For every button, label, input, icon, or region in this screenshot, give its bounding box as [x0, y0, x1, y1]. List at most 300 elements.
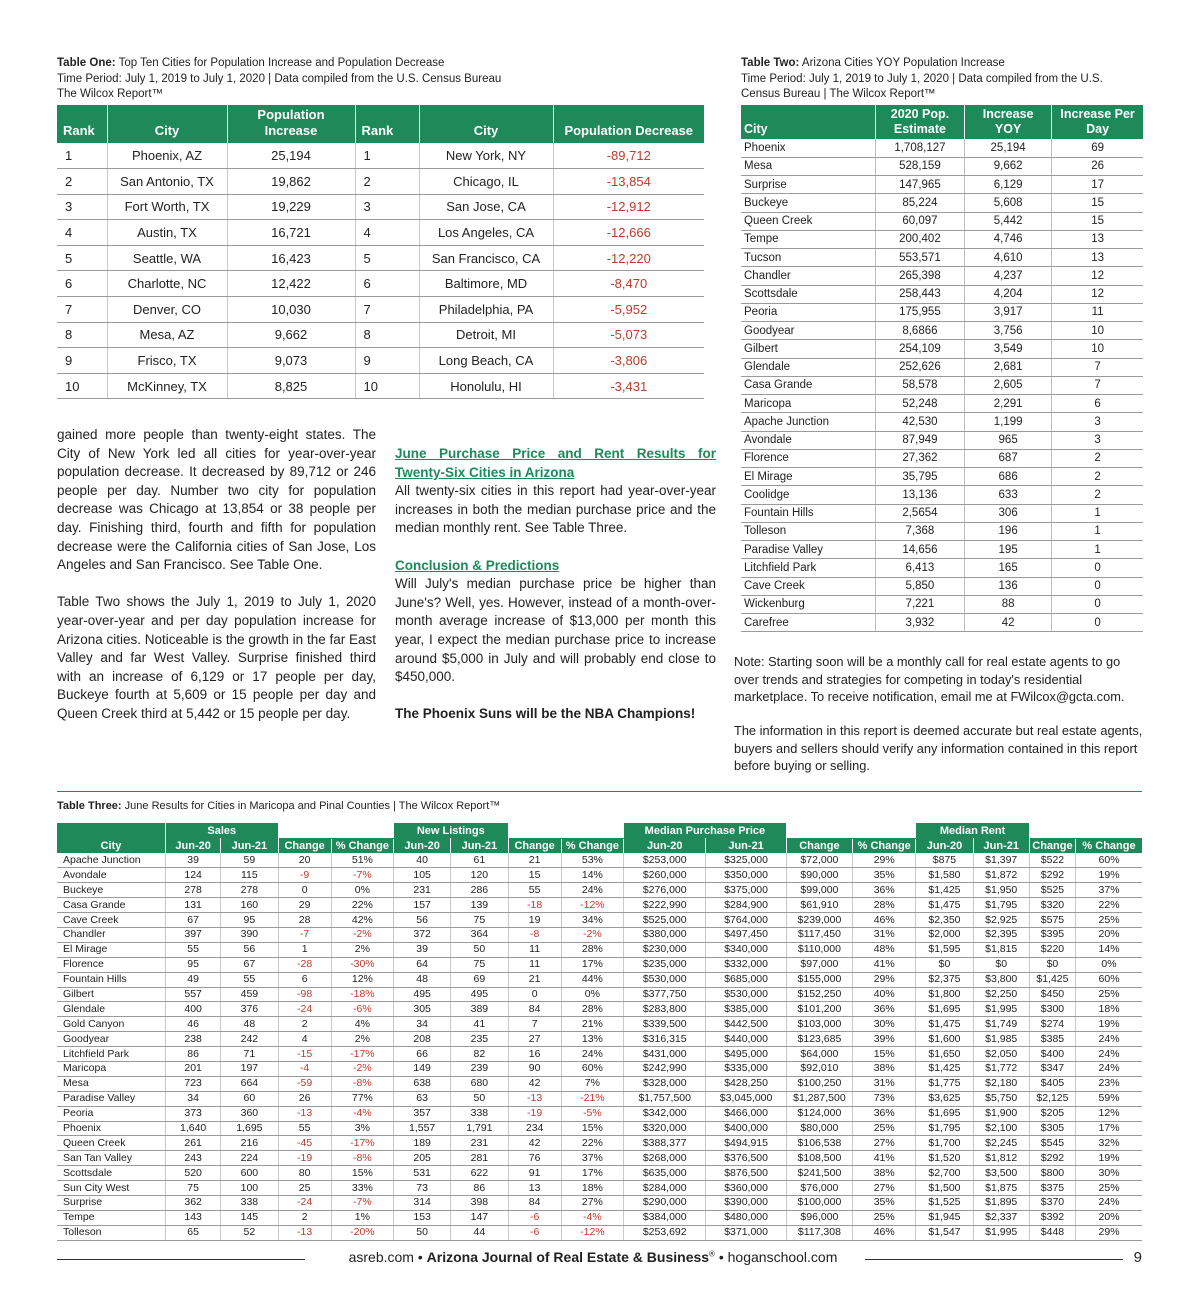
table-cell: 11 [1052, 303, 1143, 321]
table-cell: 1,695 [221, 1121, 278, 1136]
table-cell: 120 [451, 868, 508, 883]
table-cell: $276,000 [624, 883, 706, 898]
table-row [741, 194, 1143, 212]
table-cell: $155,000 [786, 972, 852, 987]
table-cell: $431,000 [624, 1047, 706, 1062]
table-row [57, 853, 1142, 868]
table-cell: -17% [331, 1136, 393, 1151]
group-header-blank [278, 823, 394, 838]
section-divider [57, 791, 1142, 792]
table-cell: $103,000 [786, 1017, 852, 1032]
table-cell: 5,850 [875, 577, 964, 595]
group-header-blank [1029, 823, 1142, 838]
table-cell: 15% [331, 1166, 393, 1181]
table-row [741, 176, 1143, 194]
table-cell: $3,045,000 [706, 1091, 786, 1106]
table-cell: $450 [1029, 987, 1075, 1002]
table-three-header: Change [786, 838, 852, 853]
table-cell: $230,000 [624, 942, 706, 957]
table-cell: $340,000 [706, 942, 786, 957]
table-cell: $1,875 [973, 1181, 1029, 1196]
table-cell: 48 [394, 972, 451, 987]
table-cell: 2,681 [965, 358, 1052, 376]
table-cell: Long Beach, CA [419, 348, 553, 374]
table-cell: 153 [394, 1210, 451, 1225]
table-cell: 115 [221, 868, 278, 883]
table-cell: Tolleson [57, 1225, 166, 1240]
table-cell: 278 [221, 883, 278, 898]
table-three-header: Jun-20 [394, 838, 451, 853]
table-cell: $292 [1029, 868, 1075, 883]
table-cell: $284,000 [624, 1181, 706, 1196]
table-row [741, 303, 1143, 321]
table-cell: 16,721 [227, 220, 355, 246]
table-cell: 208 [394, 1032, 451, 1047]
table-cell: 25,194 [965, 139, 1052, 157]
table-row [57, 868, 1142, 883]
table-cell: 143 [166, 1210, 221, 1225]
table-cell: 216 [221, 1136, 278, 1151]
table-cell: 278 [166, 883, 221, 898]
footer [57, 1249, 1142, 1269]
table-cell: 3 [1052, 431, 1143, 449]
table-cell: 18% [1076, 1002, 1142, 1017]
table-cell: 3,932 [875, 614, 964, 632]
table-cell: Avondale [57, 868, 166, 883]
table-cell: Carefree [741, 614, 875, 632]
table-cell: Fort Worth, TX [107, 194, 227, 220]
table-cell: 686 [965, 468, 1052, 486]
table-cell: $253,692 [624, 1225, 706, 1240]
table-cell: 41% [853, 1151, 916, 1166]
table-cell: Glendale [57, 1002, 166, 1017]
table-cell: $2,395 [973, 927, 1029, 942]
table-cell: $375 [1029, 1181, 1075, 1196]
table-cell: 95 [221, 913, 278, 928]
table-cell: 3 [355, 194, 419, 220]
table-cell: 27% [853, 1136, 916, 1151]
table-cell: 85,224 [875, 194, 964, 212]
table-row [57, 1151, 1142, 1166]
table-cell: 82 [451, 1047, 508, 1062]
table-cell: 60% [1076, 972, 1142, 987]
table-two [741, 105, 1143, 632]
table-cell: Tucson [741, 249, 875, 267]
table-cell: $320,000 [624, 1121, 706, 1136]
table-cell: Frisco, TX [107, 348, 227, 374]
table-cell: 27 [508, 1032, 561, 1047]
table-cell: $99,000 [786, 883, 852, 898]
table-cell: 528,159 [875, 157, 964, 175]
table-cell: 51% [331, 853, 393, 868]
table-cell: $222,990 [624, 898, 706, 913]
table-cell: Denver, CO [107, 297, 227, 323]
table-cell: 520 [166, 1166, 221, 1181]
table-cell: 29% [1076, 1225, 1142, 1240]
table-cell: $220 [1029, 942, 1075, 957]
table-cell: $2,350 [916, 913, 973, 928]
table-cell: 231 [451, 1136, 508, 1151]
table-cell: 31% [853, 1076, 916, 1091]
table-cell: 100 [221, 1181, 278, 1196]
table-cell: 160 [221, 898, 278, 913]
table-cell: $332,000 [706, 957, 786, 972]
middle-column [395, 445, 716, 743]
table-cell: 69 [451, 972, 508, 987]
table-cell: -15 [278, 1047, 331, 1062]
table-cell: 25% [1076, 1181, 1142, 1196]
left-paragraph-2: Table Two shows the July 1, 2019 to July 1, 2020 year-over-year and per day population increase for Arizona cities. Noticeable is the growth in the far East Valley and far West Valley. Surprise finished third with an increase of 6,129 or 17 people per day, Buckeye fourth at 5,609 or 15 people per day and Queen Creek third at 5,442 or 15 people per day. [57, 594, 376, 721]
table-cell: 3 [57, 194, 107, 220]
table-cell: 4 [278, 1032, 331, 1047]
table-three-header: Jun-20 [166, 838, 221, 853]
table-cell: $388,377 [624, 1136, 706, 1151]
table-cell: 42 [965, 614, 1052, 632]
table-cell: $1,650 [916, 1047, 973, 1062]
table-cell: 22% [331, 898, 393, 913]
table-row [741, 249, 1143, 267]
table-cell: 0% [331, 883, 393, 898]
table-cell: $2,375 [916, 972, 973, 987]
table-cell: 95 [166, 957, 221, 972]
table-cell: 53% [561, 853, 623, 868]
table-cell: $110,000 [786, 942, 852, 957]
table-cell: -6% [331, 1002, 393, 1017]
table-three-header: % Change [853, 838, 916, 853]
table-cell: 2,5654 [875, 504, 964, 522]
table-one-header: City [107, 105, 227, 143]
table-cell: 14% [1076, 942, 1142, 957]
table-cell: 25% [853, 1210, 916, 1225]
footer-site-hogan[interactable]: hoganschool.com [727, 1249, 838, 1265]
table-cell: 12,422 [227, 271, 355, 297]
table-cell: $494,915 [706, 1136, 786, 1151]
table-cell: $123,685 [786, 1032, 852, 1047]
table-cell: 32% [1076, 1136, 1142, 1151]
table-cell: 17% [1076, 1121, 1142, 1136]
table-row [741, 413, 1143, 431]
table-cell: Chandler [57, 927, 166, 942]
table-cell: $1,595 [916, 942, 973, 957]
table-cell: 15 [508, 868, 561, 883]
table-cell: $1,520 [916, 1151, 973, 1166]
table-cell: Tolleson [741, 522, 875, 540]
table-cell: 2,605 [965, 376, 1052, 394]
table-cell: $2,700 [916, 1166, 973, 1181]
group-header-blank [786, 823, 916, 838]
table-cell: $1,695 [916, 1002, 973, 1017]
table-cell: 67 [221, 957, 278, 972]
table-cell: 84 [508, 1195, 561, 1210]
table-cell: 252,626 [875, 358, 964, 376]
table-cell: 77% [331, 1091, 393, 1106]
table-cell: $239,000 [786, 913, 852, 928]
table-cell: 17 [1052, 176, 1143, 194]
table-cell: 1 [1052, 522, 1143, 540]
table-cell: 362 [166, 1195, 221, 1210]
table-cell: $390,000 [706, 1195, 786, 1210]
table-cell: $442,500 [706, 1017, 786, 1032]
table-cell: $339,500 [624, 1017, 706, 1032]
table-cell: $117,450 [786, 927, 852, 942]
table-cell: $100,250 [786, 1076, 852, 1091]
table-cell: 1 [1052, 504, 1143, 522]
table-cell: $80,000 [786, 1121, 852, 1136]
table-cell: 8,825 [227, 373, 355, 399]
table-cell: Peoria [57, 1106, 166, 1121]
table-cell: 41 [451, 1017, 508, 1032]
table-cell: 680 [451, 1076, 508, 1091]
table-cell: 286 [451, 883, 508, 898]
table-cell: 90 [508, 1061, 561, 1076]
table-cell: Paradise Valley [57, 1091, 166, 1106]
table-cell: 6 [57, 271, 107, 297]
table-cell: 13 [1052, 230, 1143, 248]
table-cell: $530,000 [706, 987, 786, 1002]
table-cell: 149 [394, 1061, 451, 1076]
table-cell: $92,010 [786, 1061, 852, 1076]
table-cell: 88 [965, 595, 1052, 613]
table-cell: 25,194 [227, 143, 355, 169]
table-cell: Apache Junction [741, 413, 875, 431]
table-cell: 39 [166, 853, 221, 868]
table-cell: 0 [278, 883, 331, 898]
table-row [57, 1225, 1142, 1240]
table-cell: Mesa [741, 157, 875, 175]
table-cell: 60 [221, 1091, 278, 1106]
table-cell: Gilbert [741, 340, 875, 358]
table-cell: 389 [451, 1002, 508, 1017]
table-cell: Detroit, MI [419, 322, 553, 348]
table-cell: 390 [221, 927, 278, 942]
group-header-blank [57, 823, 166, 838]
table-cell: 4 [355, 220, 419, 246]
table-cell: $117,308 [786, 1225, 852, 1240]
table-cell: 10 [1052, 340, 1143, 358]
table-cell: $1,287,500 [786, 1091, 852, 1106]
table-cell: 63 [394, 1091, 451, 1106]
table-cell: 7,221 [875, 595, 964, 613]
table-cell: 7,368 [875, 522, 964, 540]
table-cell: 2 [278, 1017, 331, 1032]
table-cell: -24 [278, 1195, 331, 1210]
group-header: New Listings [394, 823, 509, 838]
table-cell: 664 [221, 1076, 278, 1091]
table-cell: $385,000 [706, 1002, 786, 1017]
table-cell: 0 [1052, 559, 1143, 577]
table-cell: 75 [451, 913, 508, 928]
table-cell: 42 [508, 1136, 561, 1151]
table-cell: Goodyear [741, 322, 875, 340]
table-row [57, 957, 1142, 972]
table-cell: Litchfield Park [741, 559, 875, 577]
table-cell: Phoenix, AZ [107, 143, 227, 169]
table-cell: 20% [1076, 927, 1142, 942]
table-cell: $1,775 [916, 1076, 973, 1091]
table-cell: 69 [1052, 139, 1143, 157]
footer-text: asreb.com • Arizona Journal of Real Estate & Business® • hoganschool.com [348, 1249, 838, 1265]
table-cell: El Mirage [741, 468, 875, 486]
table-cell: -17% [331, 1047, 393, 1062]
table-cell: 20 [278, 853, 331, 868]
table-cell: 6 [278, 972, 331, 987]
table-two-header: Increase Per Day [1052, 105, 1143, 139]
table-cell: 19,862 [227, 169, 355, 195]
table-cell: 44 [451, 1225, 508, 1240]
table-row [741, 285, 1143, 303]
table-cell: $380,000 [624, 927, 706, 942]
table-cell: 87,949 [875, 431, 964, 449]
table-cell: 1% [331, 1210, 393, 1225]
table-cell: 495 [451, 987, 508, 1002]
table-cell: -6 [508, 1225, 561, 1240]
table-cell: 622 [451, 1166, 508, 1181]
table-cell: -7% [331, 1195, 393, 1210]
table-cell: 338 [221, 1195, 278, 1210]
table-cell: 6,129 [965, 176, 1052, 194]
table-cell: 5,608 [965, 194, 1052, 212]
table-cell: 86 [166, 1047, 221, 1062]
table-cell: $316,315 [624, 1032, 706, 1047]
table-cell: 38% [853, 1061, 916, 1076]
table-cell: 56 [221, 942, 278, 957]
table-cell: $253,000 [624, 853, 706, 868]
table-cell: 600 [221, 1166, 278, 1181]
table-cell: 372 [394, 927, 451, 942]
table-cell: -4% [331, 1106, 393, 1121]
table-cell: 5,442 [965, 212, 1052, 230]
table-cell: 10 [57, 373, 107, 399]
table-cell: Goodyear [57, 1032, 166, 1047]
table-cell: 376 [221, 1002, 278, 1017]
footer-journal-name: Arizona Journal of Real Estate & Business [426, 1249, 710, 1265]
table-row [57, 220, 704, 246]
table-cell: $0 [973, 957, 1029, 972]
group-header: Sales [166, 823, 279, 838]
table-cell: -19 [278, 1151, 331, 1166]
table-cell: 234 [508, 1121, 561, 1136]
table-row [741, 522, 1143, 540]
table-cell: -5,952 [553, 297, 704, 323]
table-cell: 76 [508, 1151, 561, 1166]
table-cell: 197 [221, 1061, 278, 1076]
table-cell: $495,000 [706, 1047, 786, 1062]
table-cell: 73 [394, 1181, 451, 1196]
table-cell: 60% [561, 1061, 623, 1076]
table-cell: 265,398 [875, 267, 964, 285]
suns-prediction: The Phoenix Suns will be the NBA Champions! [395, 706, 696, 722]
table-cell: 34 [394, 1017, 451, 1032]
footer-rule-right [865, 1259, 1123, 1260]
table-cell: 314 [394, 1195, 451, 1210]
table-cell: $97,000 [786, 957, 852, 972]
table-cell: 3,756 [965, 322, 1052, 340]
table-cell: Florence [57, 957, 166, 972]
table-cell: -12,666 [553, 220, 704, 246]
table-cell: $305 [1029, 1121, 1075, 1136]
table-cell: $480,000 [706, 1210, 786, 1225]
table-cell: McKinney, TX [107, 373, 227, 399]
table-cell: Gold Canyon [57, 1017, 166, 1032]
table-cell: -8,470 [553, 271, 704, 297]
table-cell: 195 [965, 541, 1052, 559]
table-cell: Austin, TX [107, 220, 227, 246]
table-row [57, 1061, 1142, 1076]
table-one-header: Population Increase [227, 105, 355, 143]
table-row [741, 212, 1143, 230]
table-three-header: Jun-21 [706, 838, 786, 853]
table-row [741, 559, 1143, 577]
table-cell: Buckeye [57, 883, 166, 898]
table-cell: 13% [561, 1032, 623, 1047]
table-cell: $875 [916, 853, 973, 868]
table-row [57, 1076, 1142, 1091]
table-cell: 15% [853, 1047, 916, 1062]
table-cell: $392 [1029, 1210, 1075, 1225]
table-cell: $1,950 [973, 883, 1029, 898]
middle-paragraph-1: All twenty-six cities in this report had year-over-year increases in both the median purchase price and the median monthly rent. See Table Three. [395, 483, 716, 536]
table-cell: 1 [1052, 541, 1143, 559]
table-cell: 7 [355, 297, 419, 323]
table-cell: 50 [451, 942, 508, 957]
table-row [741, 595, 1143, 613]
table-cell: 13 [508, 1181, 561, 1196]
table-cell: $2,000 [916, 927, 973, 942]
table-cell: 239 [451, 1061, 508, 1076]
table-cell: 27% [561, 1195, 623, 1210]
table-cell: 55 [221, 972, 278, 987]
table-cell: $241,500 [786, 1166, 852, 1181]
table-one [57, 105, 704, 399]
table-cell: San Francisco, CA [419, 245, 553, 271]
table-cell: 24% [1076, 1047, 1142, 1062]
table-cell: -2% [331, 927, 393, 942]
table-cell: -5% [561, 1106, 623, 1121]
table-cell: $328,000 [624, 1076, 706, 1091]
table-cell: 40 [394, 853, 451, 868]
table-cell: 12% [331, 972, 393, 987]
table-cell: San Jose, CA [419, 194, 553, 220]
table-cell: 52 [221, 1225, 278, 1240]
table-cell: -28 [278, 957, 331, 972]
table-cell: 965 [965, 431, 1052, 449]
table-cell: $377,750 [624, 987, 706, 1002]
table-cell: 8 [57, 322, 107, 348]
table-cell: 75 [166, 1181, 221, 1196]
table-cell: 0% [561, 987, 623, 1002]
table-cell: 28% [561, 942, 623, 957]
table-cell: $428,250 [706, 1076, 786, 1091]
table-cell: 19% [1076, 868, 1142, 883]
table-cell: $370 [1029, 1195, 1075, 1210]
table-row [57, 1181, 1142, 1196]
table-cell: -12,912 [553, 194, 704, 220]
table-cell: 147 [451, 1210, 508, 1225]
table-cell: 17% [561, 1166, 623, 1181]
table-cell: 80 [278, 1166, 331, 1181]
table-cell: $360,000 [706, 1181, 786, 1196]
table-cell: -7 [278, 927, 331, 942]
table-cell: Honolulu, HI [419, 373, 553, 399]
table-cell: $764,000 [706, 913, 786, 928]
table-row [57, 972, 1142, 987]
table-cell: -18% [331, 987, 393, 1002]
footer-site-asreb[interactable]: asreb.com [348, 1249, 414, 1265]
table-cell: 723 [166, 1076, 221, 1091]
table-cell: 50 [394, 1225, 451, 1240]
table-three-header: Change [508, 838, 561, 853]
table-cell: -45 [278, 1136, 331, 1151]
